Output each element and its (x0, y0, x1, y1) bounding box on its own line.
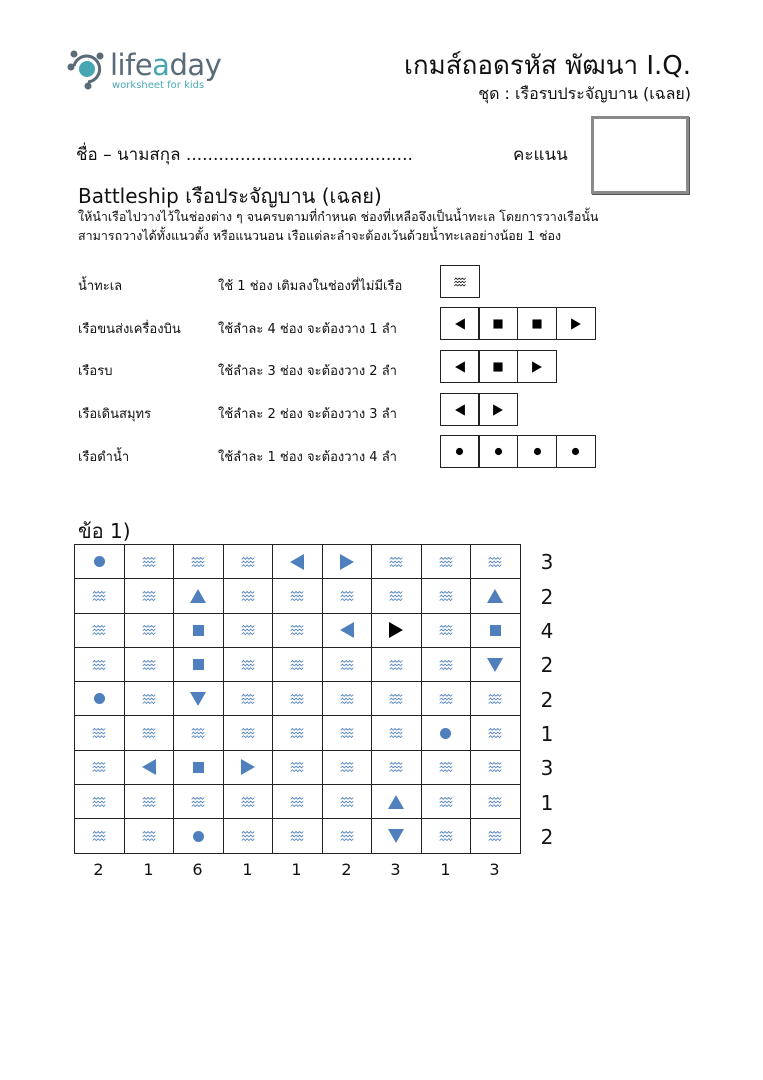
grid-cell[interactable] (75, 819, 125, 853)
grid-cell[interactable] (471, 716, 521, 750)
water-icon (288, 587, 306, 605)
water-icon (486, 690, 504, 708)
row-clue: 2 (540, 688, 554, 712)
grid-cell[interactable] (124, 819, 174, 853)
legend-cell (478, 393, 518, 426)
water-icon (140, 827, 158, 845)
legend-rule-cruiser: ใช้ลำละ 2 ช่อง จะต้องวาง 3 ลำ (218, 407, 397, 422)
grid-cell[interactable] (471, 579, 521, 613)
legend-name-cruiser: เรือเดินสมุทร (78, 407, 152, 422)
circle-icon (532, 446, 543, 457)
battleship-grid (74, 544, 521, 854)
up-icon (485, 586, 505, 606)
grid-cell[interactable] (273, 579, 323, 613)
grid-cell[interactable] (421, 545, 471, 579)
square-icon (190, 759, 207, 776)
water-icon (486, 553, 504, 571)
grid-cell[interactable] (471, 545, 521, 579)
water-icon (288, 724, 306, 742)
grid-cell[interactable] (273, 545, 323, 579)
water-icon (90, 621, 108, 639)
grid-cell[interactable] (75, 785, 125, 819)
legend-name-submarine: เรือดำน้ำ (78, 450, 130, 465)
circle-icon (493, 446, 504, 457)
water-icon (90, 758, 108, 776)
water-icon (486, 758, 504, 776)
col-clue: 3 (390, 860, 401, 879)
instruction-line: สามารถวางได้ทั้งแนวตั้ง หรือแนวนอน เรือแต่ละลำจะต้องเว้นด้วยน้ำทะเลอย่างน้อย 1 ช่อง (78, 228, 562, 243)
water-icon (239, 587, 257, 605)
row-clue: 2 (540, 825, 554, 849)
left-icon (287, 552, 307, 572)
water-icon (288, 758, 306, 776)
grid-cell[interactable] (75, 750, 125, 784)
legend-rule-submarine: ใช้ลำละ 1 ช่อง จะต้องวาง 4 ลำ (218, 450, 397, 465)
grid-cell[interactable] (174, 785, 224, 819)
grid-cell[interactable] (372, 682, 422, 716)
water-icon (239, 724, 257, 742)
grid-cell[interactable] (223, 716, 273, 750)
water-icon (452, 274, 468, 290)
grid-cell[interactable] (471, 613, 521, 647)
grid-cell[interactable] (322, 785, 372, 819)
up-icon (386, 792, 406, 812)
grid-row (75, 750, 521, 784)
right-icon (569, 317, 583, 331)
legend-rule-carrier: ใช้ลำละ 4 ช่อง จะต้องวาง 1 ลำ (218, 322, 397, 337)
square-icon (190, 622, 207, 639)
left-icon (139, 757, 159, 777)
circle-icon (570, 446, 581, 457)
legend-cell (440, 350, 480, 383)
section-title: Battleship เรือประจัญบาน (เฉลย) (78, 184, 382, 208)
water-icon (140, 724, 158, 742)
grid-cell[interactable] (471, 819, 521, 853)
square-icon (491, 360, 505, 374)
grid-cell[interactable] (75, 545, 125, 579)
col-clue: 2 (341, 860, 352, 879)
grid-cell[interactable] (372, 545, 422, 579)
water-icon (387, 587, 405, 605)
legend-cell (478, 350, 518, 383)
instructions (78, 207, 698, 245)
water-icon (437, 827, 455, 845)
water-icon (437, 553, 455, 571)
grid-cell[interactable] (75, 613, 125, 647)
score-label: คะแนน (513, 145, 568, 165)
legend-cell (556, 307, 596, 340)
right-icon (530, 360, 544, 374)
grid-cell[interactable] (322, 819, 372, 853)
grid-cell[interactable] (372, 579, 422, 613)
row-clue: 2 (540, 585, 554, 609)
grid-cell[interactable] (372, 716, 422, 750)
grid-cell[interactable] (273, 785, 323, 819)
water-icon (239, 621, 257, 639)
water-icon (90, 656, 108, 674)
grid-cell[interactable] (124, 545, 174, 579)
grid-cell[interactable] (421, 613, 471, 647)
grid-cell[interactable] (124, 785, 174, 819)
grid-cell[interactable] (75, 682, 125, 716)
legend-cells-battleship (441, 350, 557, 383)
grid-cell[interactable] (124, 750, 174, 784)
grid-cell[interactable] (223, 785, 273, 819)
legend-cells-water (441, 265, 480, 298)
grid-cell[interactable] (421, 785, 471, 819)
water-icon (437, 758, 455, 776)
logo (66, 46, 236, 98)
grid-cell[interactable] (223, 545, 273, 579)
grid-cell[interactable] (322, 682, 372, 716)
grid-row (75, 647, 521, 681)
grid-cell[interactable] (471, 785, 521, 819)
grid-cell[interactable] (174, 750, 224, 784)
water-icon (288, 621, 306, 639)
water-icon (90, 724, 108, 742)
water-icon (338, 724, 356, 742)
grid-cell[interactable] (421, 579, 471, 613)
score-box[interactable] (591, 116, 689, 194)
square-icon (491, 317, 505, 331)
water-icon (437, 793, 455, 811)
grid-cell[interactable] (471, 647, 521, 681)
grid-cell[interactable] (273, 819, 323, 853)
col-clue: 1 (291, 860, 302, 879)
legend-cell (440, 265, 480, 298)
water-icon (140, 553, 158, 571)
grid-row (75, 579, 521, 613)
water-icon (140, 656, 158, 674)
grid-cell[interactable] (421, 647, 471, 681)
down-icon (386, 826, 406, 846)
grid-row (75, 545, 521, 579)
grid-cell[interactable] (174, 613, 224, 647)
grid-cell[interactable] (372, 647, 422, 681)
water-icon (338, 758, 356, 776)
water-icon (338, 793, 356, 811)
grid-cell[interactable] (174, 819, 224, 853)
grid-cell[interactable] (223, 647, 273, 681)
row-clue: 3 (540, 756, 554, 780)
circle-icon (454, 446, 465, 457)
square-icon (530, 317, 544, 331)
water-icon (486, 827, 504, 845)
circle-icon (190, 828, 207, 845)
grid-cell[interactable] (322, 647, 372, 681)
row-clue: 1 (540, 722, 554, 746)
water-icon (387, 553, 405, 571)
water-icon (189, 553, 207, 571)
water-icon (239, 827, 257, 845)
row-clue: 1 (540, 791, 554, 815)
grid-cell[interactable] (273, 613, 323, 647)
circle-icon (91, 553, 108, 570)
water-icon (338, 827, 356, 845)
grid-cell[interactable] (372, 785, 422, 819)
legend-cell (517, 350, 557, 383)
grid-cell[interactable] (273, 682, 323, 716)
grid-cell[interactable] (124, 682, 174, 716)
water-icon (288, 690, 306, 708)
grid-cell[interactable] (322, 579, 372, 613)
grid-cell[interactable] (421, 750, 471, 784)
legend-cells-carrier (441, 307, 596, 340)
grid-cell[interactable] (124, 579, 174, 613)
legend-cell (440, 435, 480, 468)
grid-cell[interactable] (322, 750, 372, 784)
grid-cell[interactable] (471, 750, 521, 784)
grid-cell[interactable] (223, 819, 273, 853)
right-icon (337, 552, 357, 572)
legend-cell (478, 307, 518, 340)
grid-cell[interactable] (273, 716, 323, 750)
grid-cell[interactable] (124, 613, 174, 647)
col-clue: 2 (93, 860, 104, 879)
grid-cell[interactable] (174, 716, 224, 750)
water-icon (338, 587, 356, 605)
grid-cell[interactable] (223, 613, 273, 647)
water-icon (387, 724, 405, 742)
circle-icon (91, 690, 108, 707)
grid-row (75, 613, 521, 647)
legend-name-battleship: เรือรบ (78, 364, 113, 379)
water-icon (189, 724, 207, 742)
square-icon (487, 622, 504, 639)
row-clue: 2 (540, 653, 554, 677)
water-icon (338, 690, 356, 708)
grid-cell[interactable] (75, 579, 125, 613)
col-clue: 1 (440, 860, 451, 879)
left-icon (337, 620, 357, 640)
grid-cell[interactable] (174, 579, 224, 613)
legend-cell (517, 307, 557, 340)
grid-cell[interactable] (421, 716, 471, 750)
water-icon (486, 793, 504, 811)
left-icon (453, 360, 467, 374)
page-subtitle: ชุด : เรือรบประจัญบาน (เฉลย) (478, 84, 691, 103)
logo-mark-icon (66, 46, 108, 92)
left-icon (453, 317, 467, 331)
page-title: เกมส์ถอดรหัส พัฒนา I.Q. (403, 51, 691, 81)
water-icon (189, 793, 207, 811)
grid-row (75, 819, 521, 853)
water-icon (288, 656, 306, 674)
grid-cell[interactable] (223, 579, 273, 613)
legend-cells-submarine (441, 435, 596, 468)
legend-cell (440, 307, 480, 340)
question-label: ข้อ 1) (78, 519, 131, 543)
grid-cell[interactable] (421, 819, 471, 853)
grid-cell[interactable] (174, 647, 224, 681)
legend-rule-water: ใช้ 1 ช่อง เติมลงในช่องที่ไม่มีเรือ (218, 279, 403, 294)
row-clue: 4 (540, 619, 554, 643)
water-icon (239, 690, 257, 708)
square-icon (190, 656, 207, 673)
down-icon (485, 655, 505, 675)
water-icon (437, 621, 455, 639)
grid-row (75, 682, 521, 716)
water-icon (387, 690, 405, 708)
right-icon (491, 403, 505, 417)
water-icon (140, 621, 158, 639)
circle-icon (437, 725, 454, 742)
grid-cell[interactable] (421, 682, 471, 716)
grid-cell[interactable] (322, 613, 372, 647)
water-icon (140, 793, 158, 811)
water-icon (90, 827, 108, 845)
grid-cell[interactable] (174, 682, 224, 716)
row-clue: 3 (540, 550, 554, 574)
grid-cell[interactable] (273, 750, 323, 784)
legend-cells-cruiser (441, 393, 518, 426)
grid-cell[interactable] (372, 613, 422, 647)
grid-cell[interactable] (124, 647, 174, 681)
grid-cell[interactable] (273, 647, 323, 681)
water-icon (437, 690, 455, 708)
logo-wordmark: lifeaday (110, 48, 222, 82)
water-icon (239, 793, 257, 811)
legend-name-carrier: เรือขนส่งเครื่องบิน (78, 322, 181, 337)
col-clue: 1 (242, 860, 253, 879)
water-icon (387, 656, 405, 674)
grid-cell[interactable] (223, 682, 273, 716)
logo-tagline: worksheet for kids (112, 80, 205, 91)
col-clue: 3 (489, 860, 500, 879)
grid-cell[interactable] (322, 545, 372, 579)
grid-cell[interactable] (372, 819, 422, 853)
up-icon (188, 586, 208, 606)
water-icon (437, 587, 455, 605)
down-icon (188, 689, 208, 709)
water-icon (239, 656, 257, 674)
right-icon (238, 757, 258, 777)
left-icon (453, 403, 467, 417)
grid-cell[interactable] (75, 716, 125, 750)
water-icon (288, 793, 306, 811)
legend-name-water: น้ำทะเล (78, 279, 123, 294)
legend-cell (556, 435, 596, 468)
legend-cell (478, 435, 518, 468)
water-icon (90, 587, 108, 605)
water-icon (387, 758, 405, 776)
grid-cell[interactable] (471, 682, 521, 716)
legend-cell (440, 393, 480, 426)
right-icon (386, 620, 406, 640)
legend-rule-battleship: ใช้ลำละ 3 ช่อง จะต้องวาง 2 ลำ (218, 364, 397, 379)
grid-row (75, 785, 521, 819)
grid-cell[interactable] (124, 716, 174, 750)
grid-cell[interactable] (223, 750, 273, 784)
legend-cell (517, 435, 557, 468)
water-icon (338, 656, 356, 674)
instruction-line: ให้นำเรือไปวางไว้ในช่องต่าง ๆ จนครบตามที่กำหนด ช่องที่เหลือจึงเป็นน้ำทะเล โดยการวางเรือนั้น (78, 209, 599, 224)
col-clue: 6 (192, 860, 203, 879)
grid-cell[interactable] (372, 750, 422, 784)
water-icon (288, 827, 306, 845)
water-icon (90, 793, 108, 811)
water-icon (239, 553, 257, 571)
grid-row (75, 716, 521, 750)
water-icon (140, 690, 158, 708)
grid-cell[interactable] (75, 647, 125, 681)
water-icon (140, 587, 158, 605)
name-field-line[interactable]: ชื่อ – นามสกุล .......................................... (76, 145, 413, 165)
water-icon (437, 656, 455, 674)
grid-cell[interactable] (322, 716, 372, 750)
water-icon (486, 724, 504, 742)
grid-cell[interactable] (174, 545, 224, 579)
col-clue: 1 (143, 860, 154, 879)
